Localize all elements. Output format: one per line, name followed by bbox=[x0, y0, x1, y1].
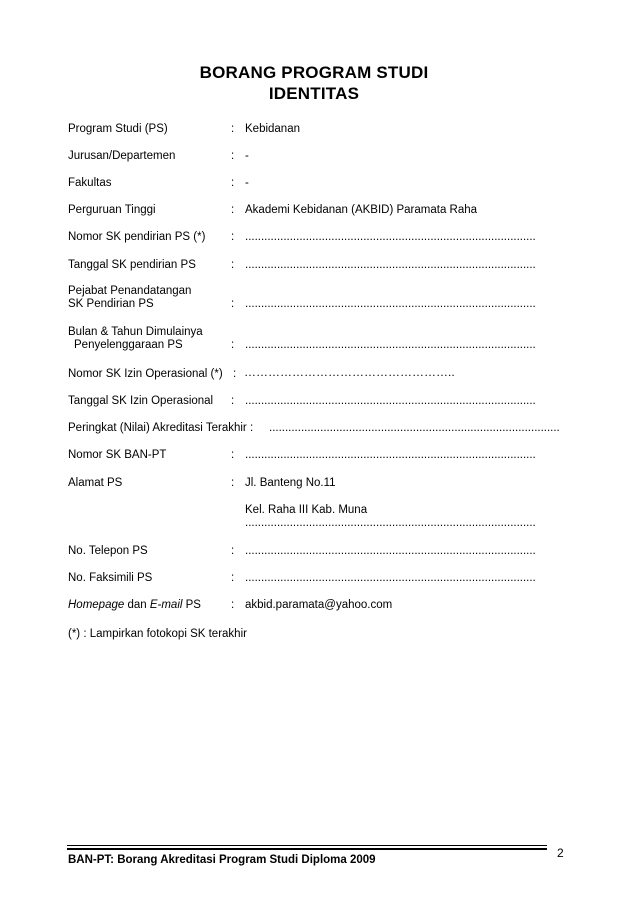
program-studi-label: Program Studi (PS) bbox=[68, 123, 168, 135]
bulan-tahun-dots: ........................................................................................... bbox=[245, 339, 536, 351]
fakultas-label: Fakultas bbox=[68, 177, 112, 189]
pejabat-dots: ........................................................................................... bbox=[245, 298, 536, 310]
footer-text: BAN-PT: Borang Akreditasi Program Studi Diploma 2009 bbox=[68, 854, 376, 866]
pejabat-colon: : bbox=[231, 298, 235, 310]
tanggal-sk-izin-colon: : bbox=[231, 395, 235, 407]
program-studi-colon: : bbox=[231, 123, 235, 135]
footnote: (*) : Lampirkan fotokopi SK terakhir bbox=[68, 628, 247, 640]
tanggal-sk-pendirian-colon: : bbox=[231, 259, 235, 271]
jurusan-colon: : bbox=[231, 150, 235, 162]
homepage-label-part3: E-mail bbox=[149, 599, 183, 611]
faksimili-colon: : bbox=[231, 572, 235, 584]
nomor-sk-izin-label: Nomor SK Izin Operasional (*) bbox=[68, 368, 223, 380]
footer-rule-thick bbox=[67, 848, 547, 850]
tanggal-sk-izin-label: Tanggal SK Izin Operasional bbox=[68, 395, 214, 407]
telepon-colon: : bbox=[231, 545, 235, 557]
pejabat-label-line1: Pejabat Penandatangan bbox=[68, 285, 192, 297]
alamat-label: Alamat PS bbox=[68, 477, 123, 489]
homepage-label bbox=[68, 598, 201, 612]
alamat-value-line2: Kel. Raha III Kab. Muna bbox=[245, 504, 368, 516]
telepon-label: No. Telepon PS bbox=[68, 545, 148, 557]
pejabat-label-line2: SK Pendirian PS bbox=[68, 298, 154, 310]
peringkat-label: Peringkat (Nilai) Akreditasi Terakhir : bbox=[68, 422, 254, 434]
nomor-sk-pendirian-colon: : bbox=[231, 231, 235, 243]
perguruan-tinggi-label: Perguruan Tinggi bbox=[68, 204, 156, 216]
bulan-tahun-label-line1: Bulan & Tahun Dimulainya bbox=[68, 326, 203, 338]
homepage-value: akbid.paramata@yahoo.com bbox=[245, 599, 393, 611]
alamat-colon: : bbox=[231, 477, 235, 489]
homepage-label-part4: PS bbox=[182, 599, 201, 611]
jurusan-label: Jurusan/Departemen bbox=[68, 150, 176, 162]
telepon-dots: ........................................................................................... bbox=[245, 545, 536, 557]
homepage-colon: : bbox=[231, 599, 235, 611]
bulan-tahun-label-line2: Penyelenggaraan PS bbox=[74, 339, 183, 351]
homepage-label-part2: dan bbox=[124, 599, 150, 611]
nomor-sk-banpt-colon: : bbox=[231, 449, 235, 461]
fakultas-value: - bbox=[245, 177, 249, 189]
page-title: BORANG PROGRAM STUDI bbox=[199, 63, 429, 82]
bulan-tahun-colon: : bbox=[231, 339, 235, 351]
alamat-dots: ........................................................................................... bbox=[245, 517, 536, 529]
tanggal-sk-pendirian-label: Tanggal SK pendirian PS bbox=[68, 259, 196, 271]
tanggal-sk-pendirian-dots: ........................................................................................... bbox=[245, 259, 536, 271]
nomor-sk-pendirian-label: Nomor SK pendirian PS (*) bbox=[68, 231, 206, 243]
tanggal-sk-izin-dots: ........................................................................................... bbox=[245, 395, 536, 407]
alamat-value-line1: Jl. Banteng No.11 bbox=[245, 477, 336, 489]
program-studi-value: Kebidanan bbox=[245, 123, 300, 135]
nomor-sk-pendirian-dots: ........................................................................................... bbox=[245, 231, 536, 243]
faksimili-dots: ........................................................................................... bbox=[245, 572, 536, 584]
footer-rule-thin bbox=[67, 845, 547, 846]
nomor-sk-izin-dots: …………………………………………….. bbox=[244, 365, 455, 379]
page-number: 2 bbox=[557, 846, 564, 860]
nomor-sk-izin-colon: : bbox=[233, 368, 237, 380]
faksimili-label: No. Faksimili PS bbox=[68, 572, 153, 584]
peringkat-dots: ........................................................................................... bbox=[269, 422, 560, 434]
page-subtitle: IDENTITAS bbox=[268, 84, 360, 103]
perguruan-tinggi-colon: : bbox=[231, 204, 235, 216]
fakultas-colon: : bbox=[231, 177, 235, 189]
nomor-sk-banpt-dots: ........................................................................................... bbox=[245, 449, 536, 461]
jurusan-value: - bbox=[245, 150, 249, 162]
homepage-label-part1: Homepage bbox=[68, 599, 125, 611]
nomor-sk-banpt-label: Nomor SK BAN-PT bbox=[68, 449, 167, 461]
perguruan-tinggi-value: Akademi Kebidanan (AKBID) Paramata Raha bbox=[245, 204, 478, 216]
